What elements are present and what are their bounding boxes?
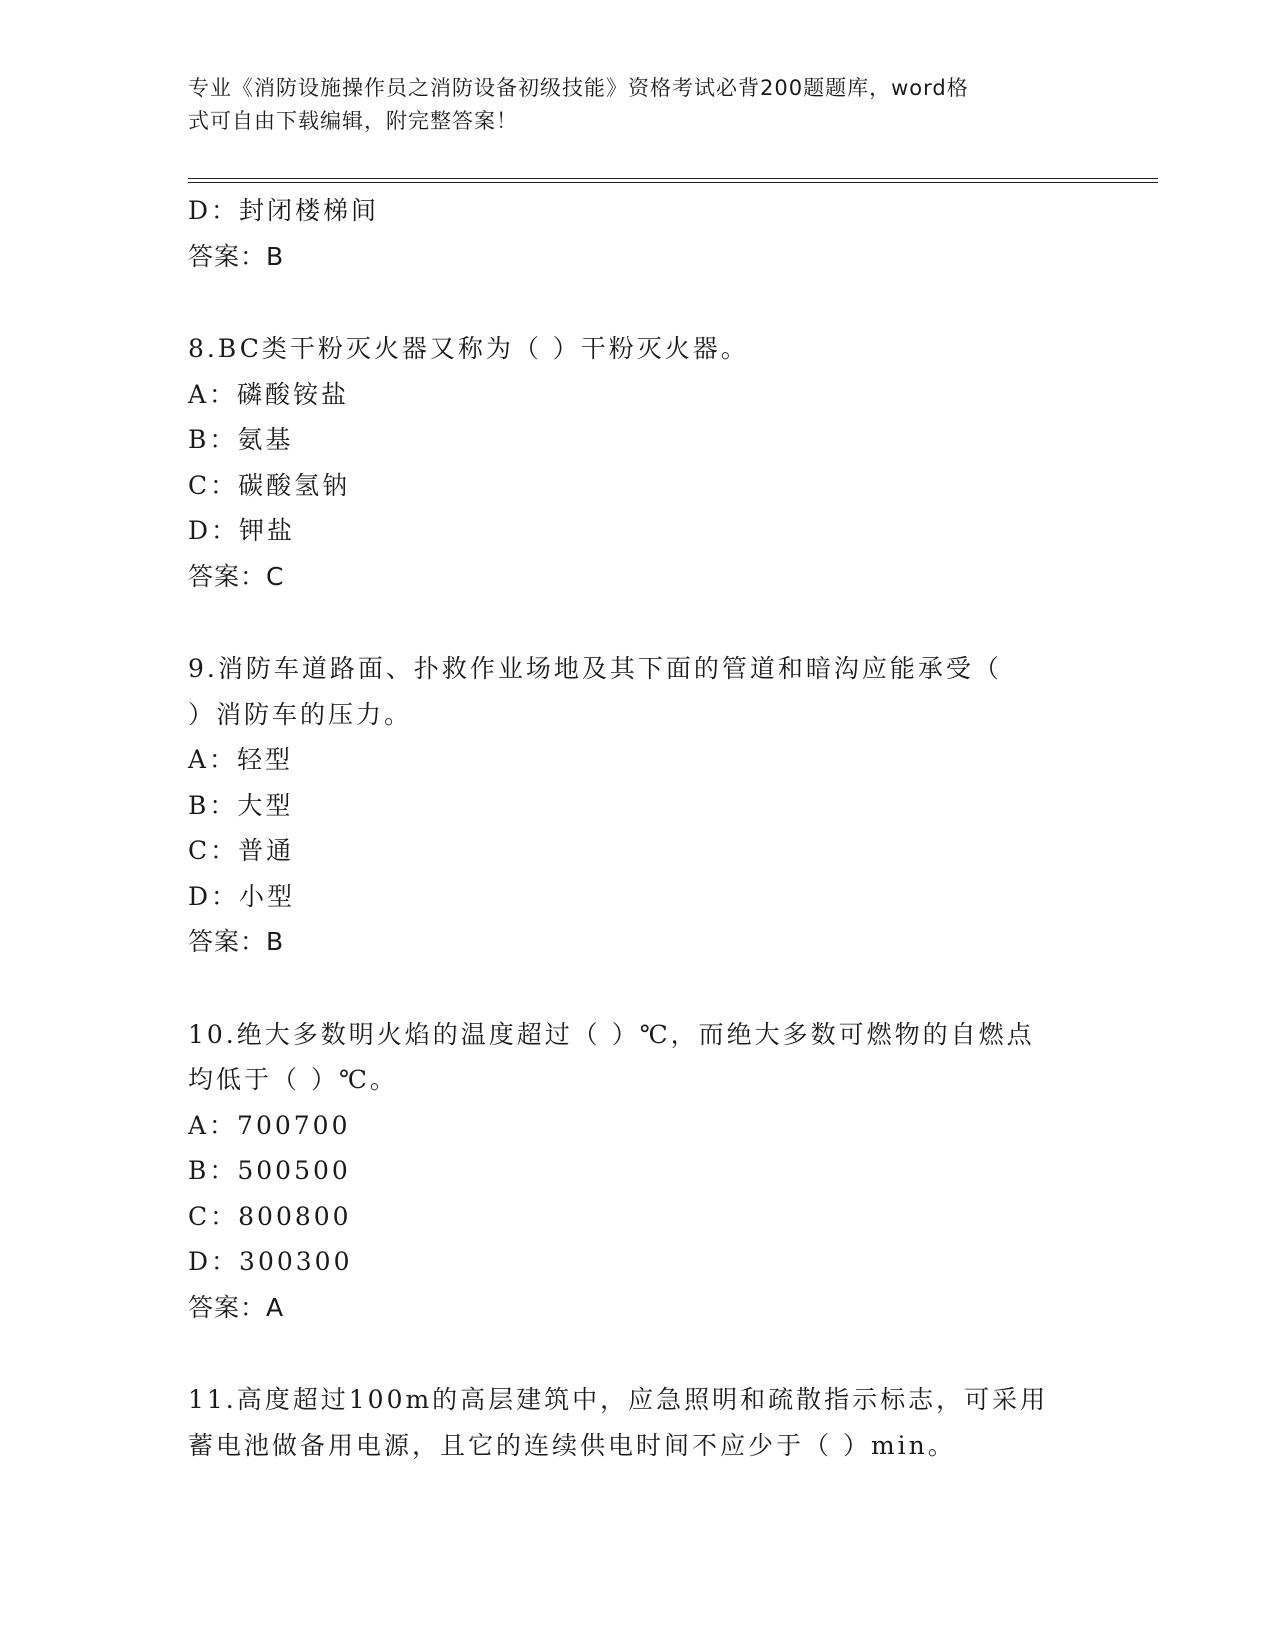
option-c: C：800800 <box>188 1201 352 1231</box>
option-b: B：大型 <box>188 790 294 820</box>
answer: 答案：B <box>188 927 285 956</box>
option-c: C：碳酸氢钠 <box>188 470 351 500</box>
spacer <box>188 599 1088 646</box>
question-9 <box>188 646 1088 965</box>
question-stem-line-1: 11.高度超过100m的高层建筑中，应急照明和疏散指示标志，可采用 <box>188 1385 1049 1414</box>
spacer <box>188 965 1088 1012</box>
option-d: D：钾盐 <box>188 516 296 545</box>
question-stem-line-2: ）消防车的压力。 <box>188 699 413 729</box>
document-header <box>188 72 1088 138</box>
question-11 <box>188 1377 1088 1468</box>
header-divider-top <box>188 178 1158 179</box>
spacer <box>188 279 1088 326</box>
question-7-tail <box>188 188 1088 279</box>
question-stem-line-2: 蓄电池做备用电源，且它的连续供电时间不应少于（ ）min。 <box>188 1430 956 1460</box>
option-b: B：500500 <box>188 1156 351 1185</box>
option-b: B：氨基 <box>188 425 294 454</box>
header-divider-bottom <box>188 182 1158 183</box>
question-stem: 8.BC类干粉灭火器又称为（ ）干粉灭火器。 <box>188 334 749 363</box>
question-stem-line-1: 9.消防车道路面、扑救作业场地及其下面的管道和暗沟应能承受（ <box>188 654 1002 683</box>
option-a: A：磷酸铵盐 <box>188 379 350 409</box>
answer: 答案：A <box>188 1292 285 1322</box>
question-stem-line-2: 均低于（ ）℃。 <box>188 1065 398 1094</box>
option-d: D：小型 <box>188 881 296 911</box>
question-8 <box>188 326 1088 599</box>
answer: 答案：C <box>188 561 285 591</box>
question-list <box>188 188 1088 1468</box>
option-d: D：封闭楼梯间 <box>188 196 380 225</box>
option-d: D：300300 <box>188 1247 353 1276</box>
option-a: A：轻型 <box>188 745 294 774</box>
option-c: C：普通 <box>188 836 295 865</box>
question-stem-line-1: 10.绝大多数明火焰的温度超过（ ）℃，而绝大多数可燃物的自燃点 <box>188 1019 1035 1049</box>
answer: 答案：B <box>188 241 285 271</box>
spacer <box>188 1330 1088 1377</box>
header-title-line-2: 式可自由下载编辑，附完整答案！ <box>188 109 518 133</box>
option-a: A：700700 <box>188 1110 351 1140</box>
header-title-line-1: 专业《消防设施操作员之消防设备初级技能》资格考试必背200题题库，word格 <box>188 76 969 100</box>
question-10 <box>188 1012 1088 1331</box>
